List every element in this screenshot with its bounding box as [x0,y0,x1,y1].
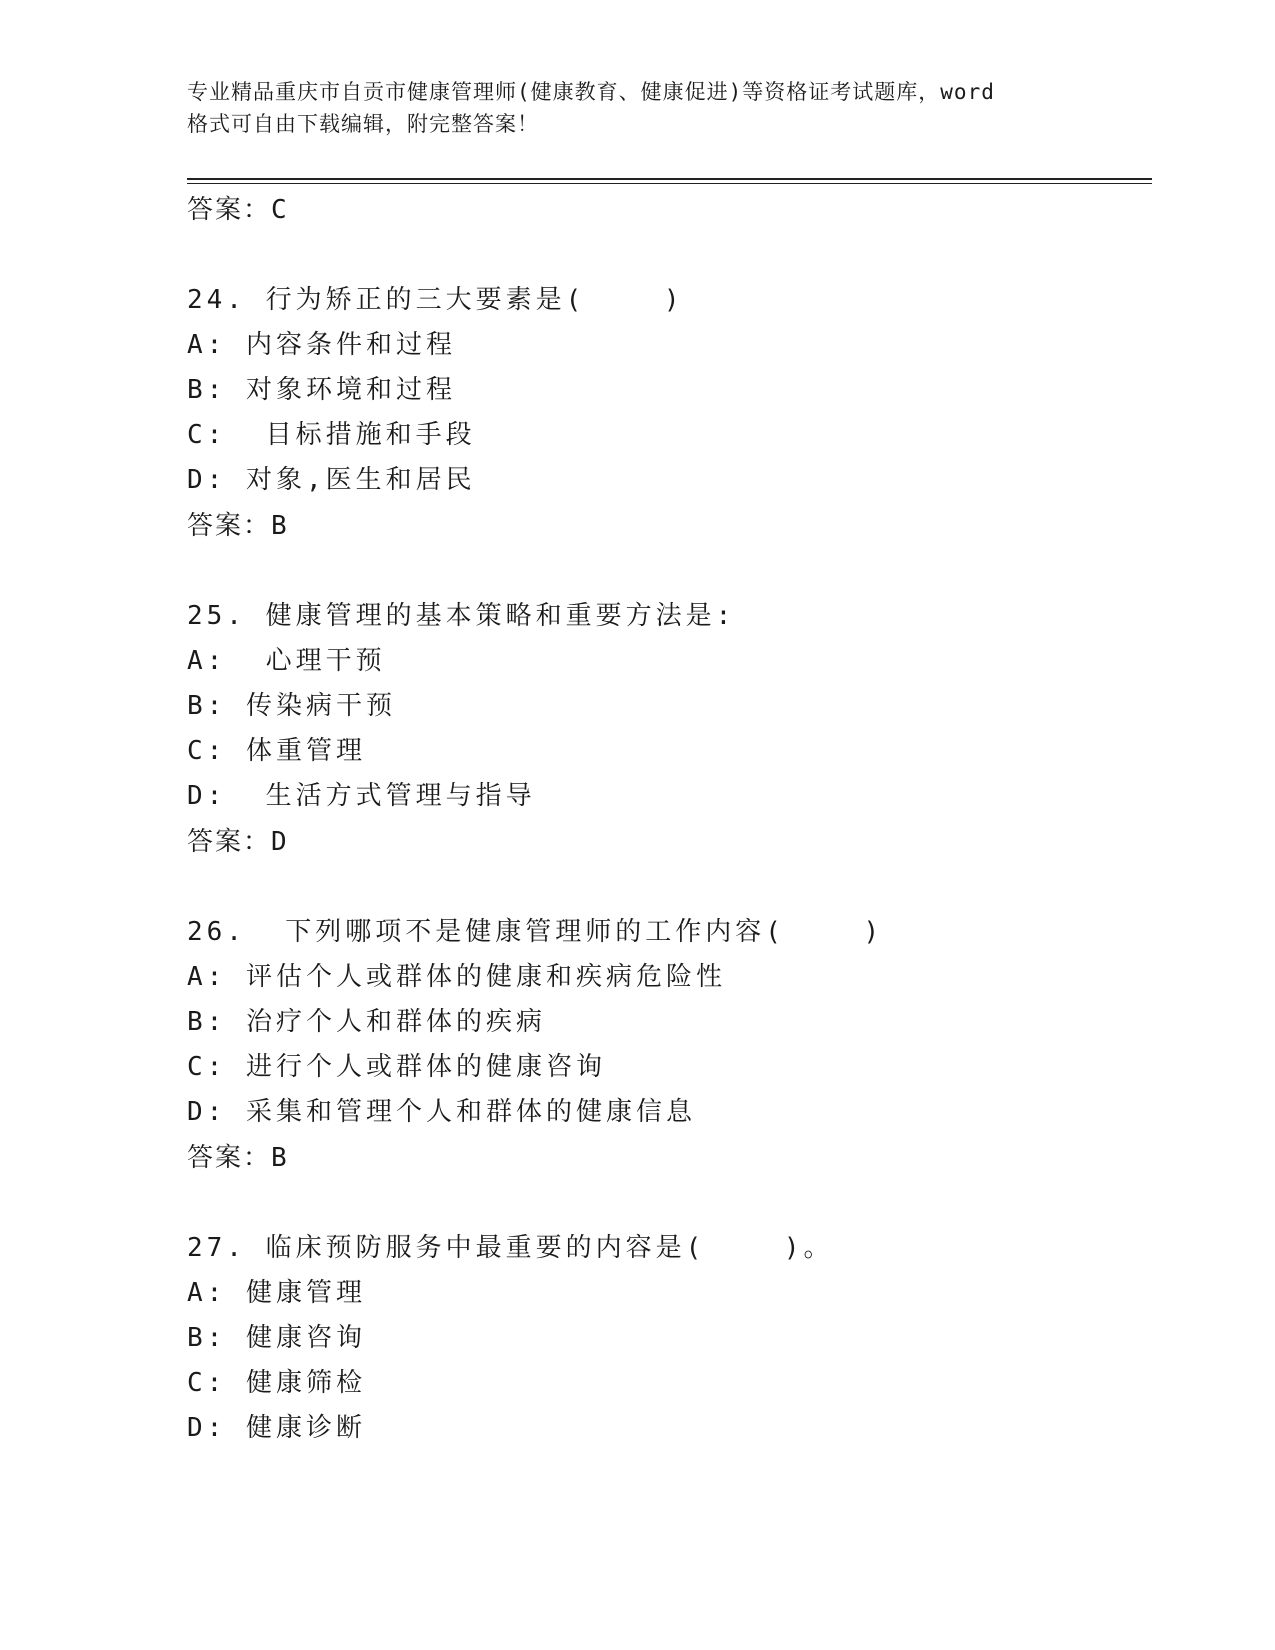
answer-line [187,819,1147,865]
option-c: C: 目标措施和手段 [187,420,476,450]
answer-value: C [271,195,287,225]
answer-value: B [271,1143,287,1173]
question-stem: 24. 行为矫正的三大要素是( ) [187,285,684,315]
option-d: D: 健康诊断 [187,1413,366,1443]
header-divider-thin [187,183,1152,184]
header-divider-thick [187,178,1152,180]
option-a: A: 内容条件和过程 [187,330,456,360]
option-b: B: 传染病干预 [187,691,396,721]
spacer [187,865,1147,909]
option-c: C: 进行个人或群体的健康咨询 [187,1052,606,1082]
question-stem: 25. 健康管理的基本策略和重要方法是: [187,601,736,631]
option-a: A: 心理干预 [187,646,386,676]
answer-label: 答案： [187,195,272,225]
header-line-1: 专业精品重庆市自贡市健康管理师(健康教育、健康促进)等资格证考试题库，word [187,80,995,104]
header-line-2: 格式可自由下载编辑，附完整答案！ [187,112,539,136]
spacer [187,1181,1147,1225]
spacer [187,233,1147,277]
option-b: B: 健康咨询 [187,1323,366,1353]
question-block [187,909,1147,1181]
option-b: B: 治疗个人和群体的疾病 [187,1007,546,1037]
spacer [187,549,1147,593]
option-a: A: 健康管理 [187,1278,366,1308]
answer-value: B [271,511,287,541]
answer-label: 答案： [187,511,272,541]
question-stem: 27. 临床预防服务中最重要的内容是( )。 [187,1233,834,1263]
answer-line [187,1135,1147,1181]
option-b: B: 对象环境和过程 [187,375,456,405]
answer-label: 答案： [187,1143,272,1173]
option-c: C: 健康筛检 [187,1368,366,1398]
answer-line [187,503,1147,549]
option-d: D: 采集和管理个人和群体的健康信息 [187,1097,696,1127]
answer-line [187,187,1147,233]
option-d: D: 生活方式管理与指导 [187,781,536,811]
question-stem: 26. 下列哪项不是健康管理师的工作内容( ) [187,917,884,947]
question-block [187,1225,1147,1451]
answer-label: 答案： [187,827,272,857]
option-a: A: 评估个人或群体的健康和疾病危险性 [187,962,726,992]
question-block [187,593,1147,865]
document-header [187,76,1087,140]
answer-value: D [271,827,287,857]
option-c: C: 体重管理 [187,736,366,766]
question-block [187,277,1147,549]
question-list [187,187,1147,1451]
option-d: D: 对象,医生和居民 [187,465,476,495]
